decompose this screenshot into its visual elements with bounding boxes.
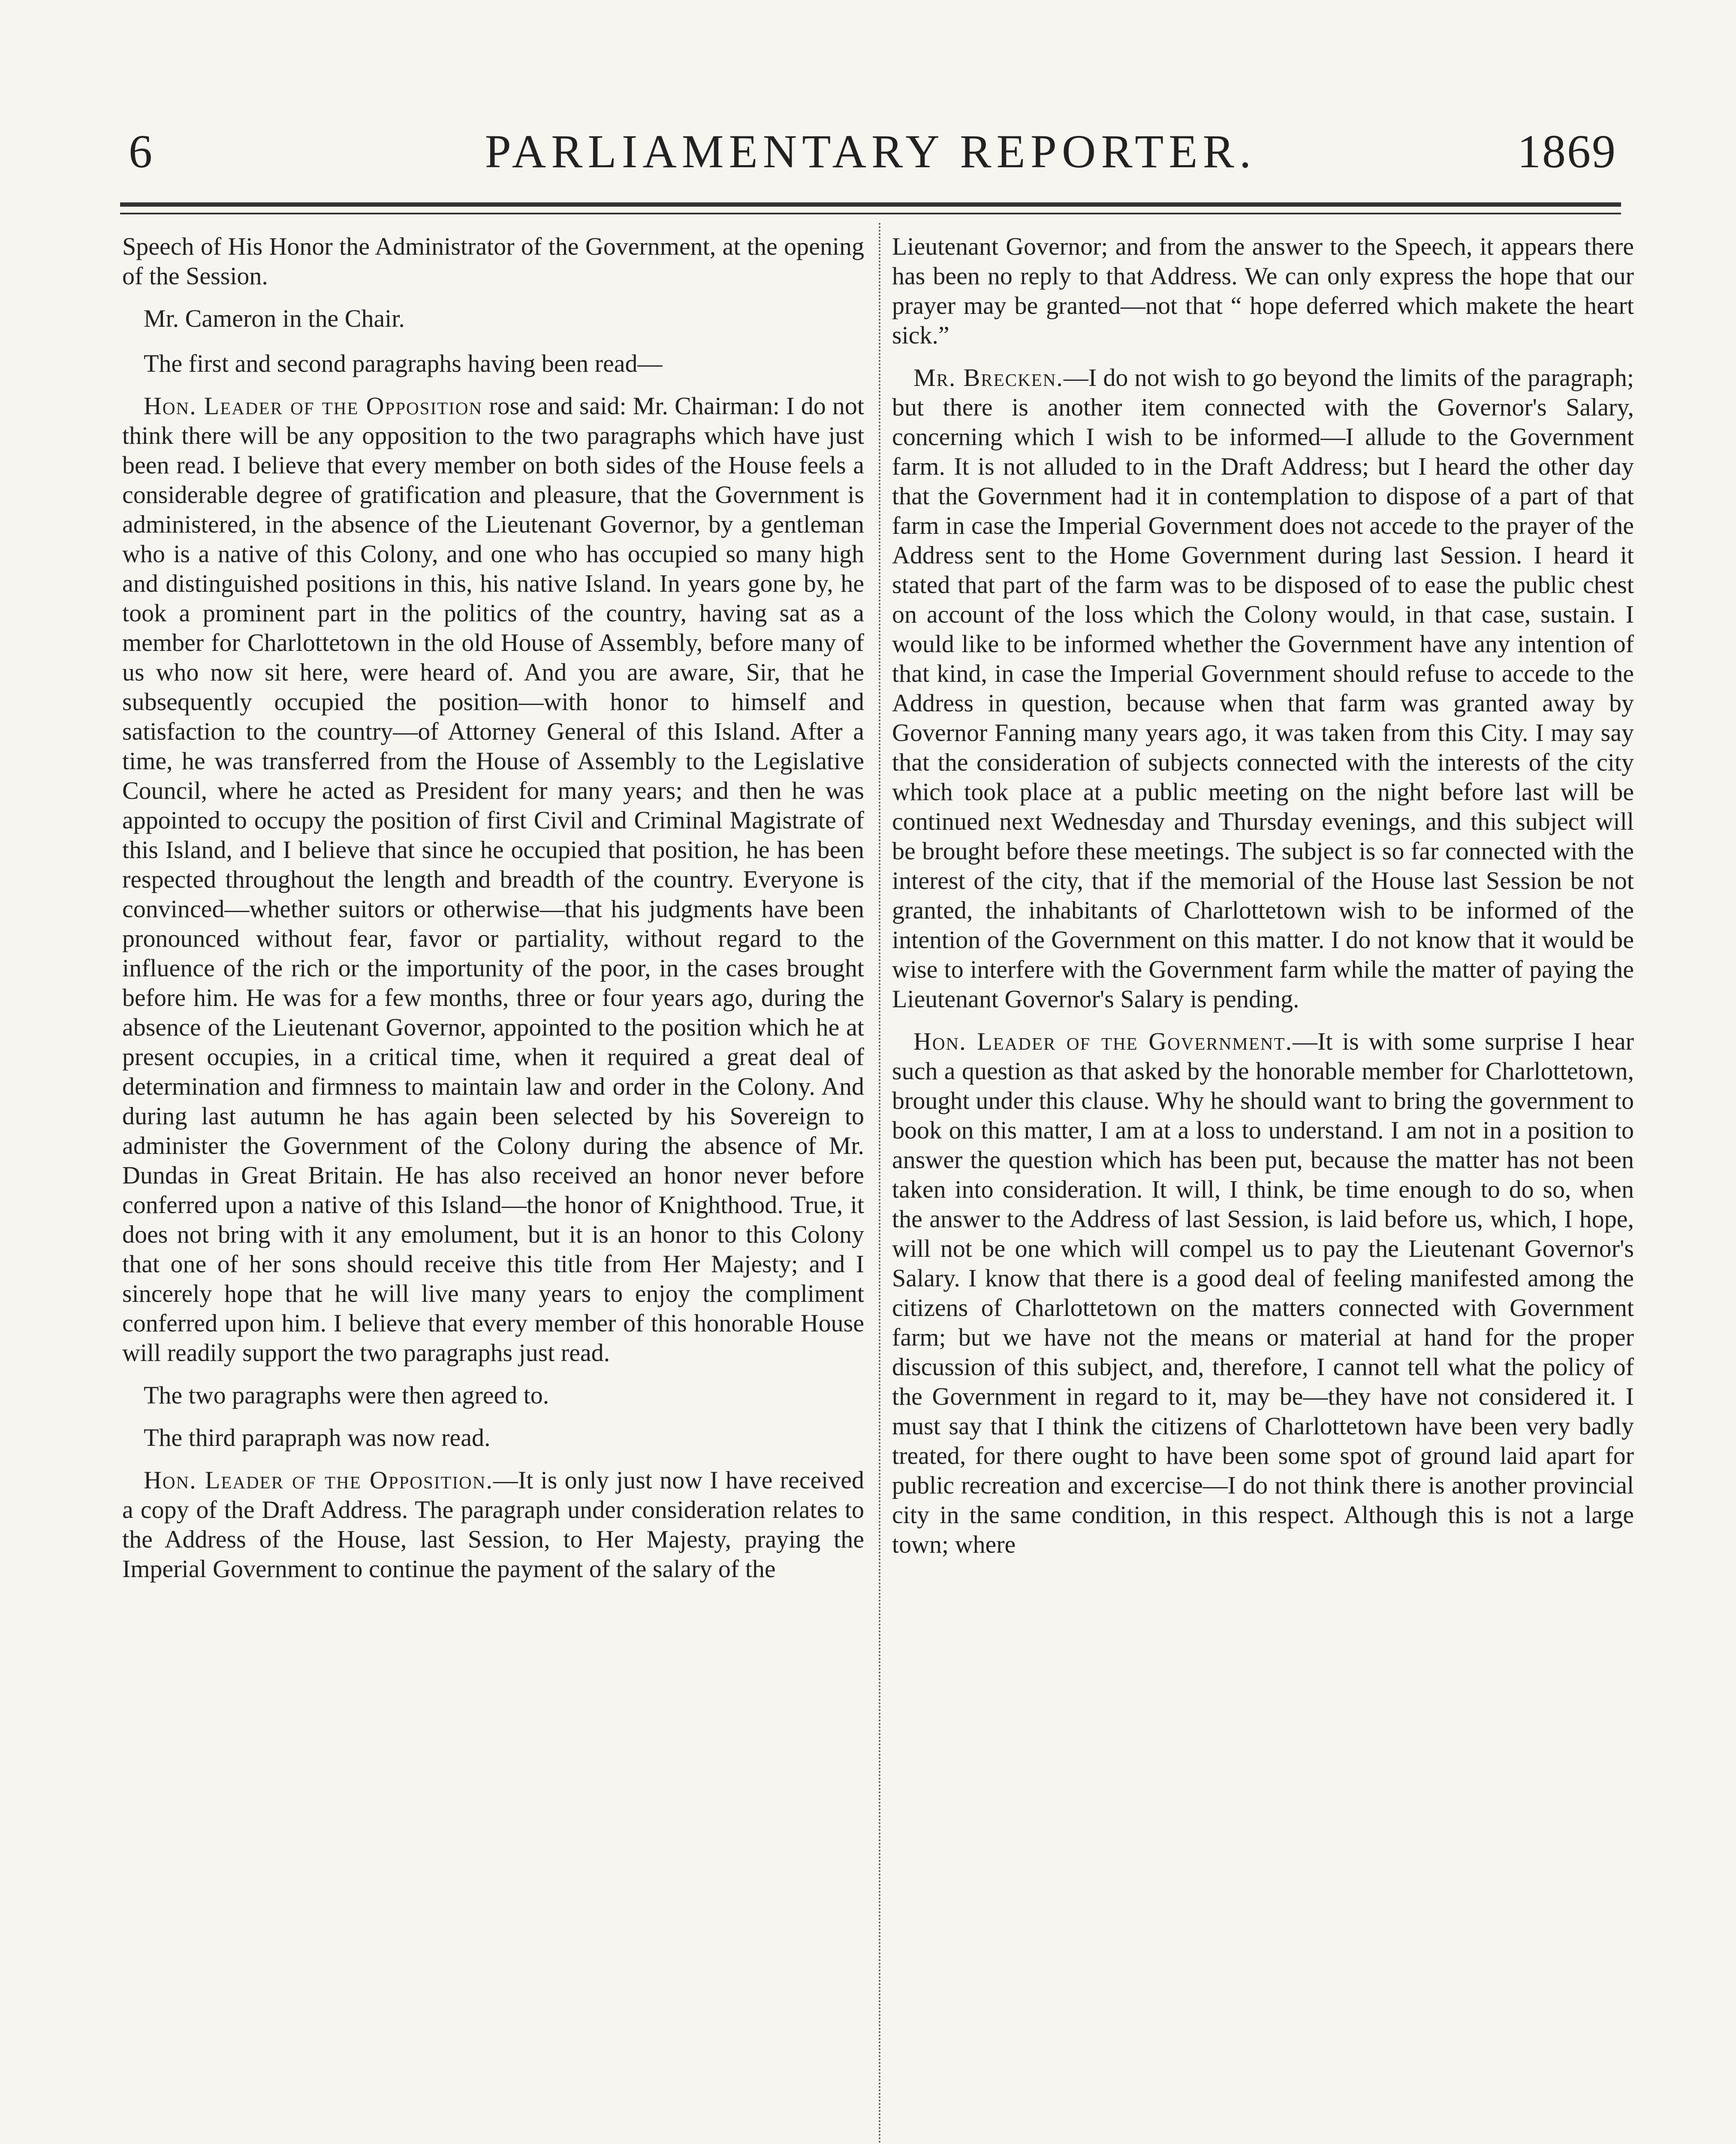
page-number: 6 [129, 125, 154, 178]
paragraph: The third parapraph was now read. [144, 1424, 491, 1451]
column-divider [879, 223, 880, 2144]
paragraph: Lieutenant Governor; and from the answer to the Speech, it appears there has been no reply to that Address. We can only express the hope that our prayer may be granted—not that “ hope deferred which makete the heart sick.” [892, 232, 1634, 349]
paragraph [122, 1465, 864, 1584]
header-rule-thin [120, 213, 1621, 214]
speaker-name: Hon. Leader of the Opposition. [144, 1466, 493, 1494]
paragraph: The first and second paragraphs having been read— [144, 349, 663, 377]
header-year: 1869 [1517, 125, 1617, 178]
speaker-name: Mr. Brecken. [913, 364, 1064, 391]
speech-text: —It is only just now I have received a copy of the Draft Address. The paragraph under consideration relates to the Address of the House, last Session, to Her Majesty, praying the Imperial Government to continue the payment of the salary of the [122, 1466, 865, 1583]
speech-text: —It is with some surprise I hear such a question as that asked by the honorable member for Charlottetown, brought under this clause. Why he should want to bring the government to book on this matter, I am at a loss to understand. I am not in a position to answer the question which has been put, because the matter has not been taken into consideration. It will, I think, be time enough to do so, when the answer to the Address of last Session, is laid before us, which, I hope, will not be one which will compel us to pay the Lieutenant Governor's Salary. I know that there is a good deal of feeling manifested among the citizens of Charlottetown on the matters connected with Government farm; but we have not the means or material at hand for the proper discussion of this subject, and, therefore, I cannot tell what the policy of the Government in regard to it, may be—they have not considered it. I must say that I think the citizens of Charlottetown have been very badly treated, for there ought to have been some spot of ground laid apart for public recreation and excercise—I do not think there is another provincial city in the same condition, in this respect. Although this is not a large town; where [892, 1027, 1634, 1558]
left-column [122, 232, 864, 1596]
paragraph: Mr. Cameron in the Chair. [144, 304, 405, 332]
speaker-name: Hon. Leader of the Government. [913, 1027, 1293, 1055]
paragraph [892, 363, 1634, 1014]
running-title: PARLIAMENTARY REPORTER. [485, 125, 1257, 178]
paragraph: Speech of His Honor the Administrator of the Government, at the opening of the Session. [122, 232, 864, 290]
right-column [892, 232, 1634, 1572]
page-header [120, 111, 1621, 193]
paragraph: The two paragraphs were then agreed to. [144, 1381, 549, 1409]
paragraph [122, 391, 864, 1367]
paragraph [892, 1027, 1634, 1559]
speaker-name: Hon. Leader of the Opposition [144, 392, 483, 420]
speech-text: —I do not wish to go beyond the limits of the paragraph; but there is another item connected with the Governor's Salary, concerning which I wish to be informed—I allude to the Government farm. It is not alluded to in the Draft Address; but I heard the other day that the Government had it in contemplation to dispose of a part of that farm in case the Imperial Government does not accede to the prayer of the Address sent to the Home Government during last Session. I heard it stated that part of the farm was to be disposed of to ease the public chest on account of the loss which the Colony would, in that case, sustain. I would like to be informed whether the Government have any intention of that kind, in case the Imperial Government should refuse to accede to the Address in question, because when that farm was granted away by Governor Fanning many years ago, it was taken from this City. I may say that the consideration of subjects connected with the interests of the city which took place at a public meeting on the night before last will be continued next Wednesday and Thursday evenings, and this subject will be brought before these meetings. The subject is so far connected with the interest of the city, that if the memorial of the House last Session be not granted, the inhabitants of Charlottetown wish to be informed of the intention of the Government on this matter. I do not know that it would be wise to interfere with the Government farm while the matter of paying the Lieutenant Governor's Salary is pending. [892, 364, 1634, 1013]
header-rule-thick [120, 202, 1621, 207]
speech-text: rose and said: Mr. Chairman: I do not think there will be any opposition to the two paragraphs which have just been read. I believe that every member on both sides of the House feels a considerable degree of gratification and pleasure, that the Government is administered, in the absence of the Lieutenant Governor, by a gentleman who is a native of this Colony, and one who has occupied so many high and distinguished positions in this, his native Island. In years gone by, he took a prominent part in the politics of the country, having sat as a member for Charlottetown in the old House of Assembly, before many of us who now sit here, were heard of. And you are aware, Sir, that he subsequently occupied the position—with honor to himself and satisfaction to the country—of Attorney General of this Island. After a time, he was transferred from the House of Assembly to the Legislative Council, where he acted as President for many years; and then he was appointed to occupy the position of first Civil and Criminal Magistrate of this Island, and I believe that since he occupied that position, he has been respected throughout the length and breadth of the country. Everyone is convinced—whether suitors or otherwise—that his judgments have been pronounced without fear, favor or partiality, without regard to the influence of the rich or the importunity of the poor, in the cases brought before him. He was for a few months, three or four years ago, during the absence of the Lieutenant Governor, appointed to the position which he at present occupies, in a critical time, when it required a great deal of determination and firmness to maintain law and order in the Colony. And during last autumn he has again been selected by his Sovereign to administer the Government of the Colony during the absence of Mr. Dundas in Great Britain. He has also received an honor never before conferred upon a native of this Island—the honor of Knighthood. True, it does not bring with it any emolument, but it is an honor to this Colony that one of her sons should receive this title from Her Majesty; and I sincerely hope that he will live many years to enjoy the compliment conferred upon him. I believe that every member of this honorable House will readily support the two paragraphs just read. [122, 392, 865, 1367]
